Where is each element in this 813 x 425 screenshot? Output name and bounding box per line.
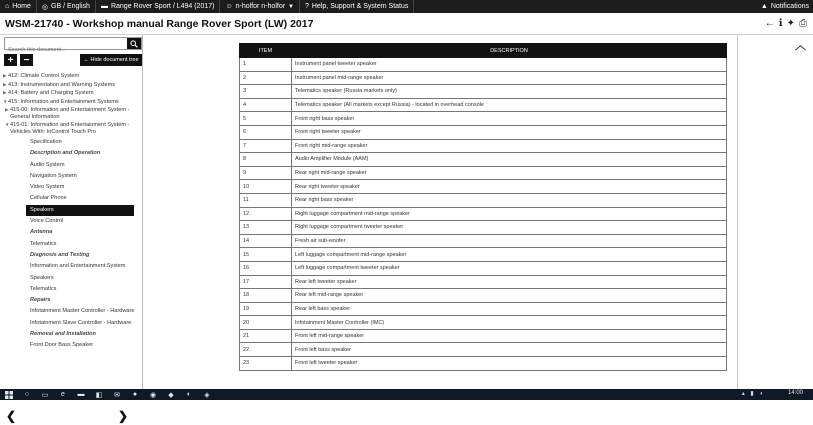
- chevron-down-icon: ▼: [3, 98, 8, 104]
- item-number: 14: [240, 234, 292, 248]
- tree-node-412[interactable]: [0, 73, 143, 80]
- tree-leaf-audio-system[interactable]: Audio System: [30, 161, 65, 168]
- item-number: 11: [240, 193, 292, 207]
- item-description: Front left bass speaker: [292, 343, 727, 357]
- tree-node-415-01[interactable]: [0, 122, 143, 135]
- tree-leaf-navigation-system[interactable]: Navigation System: [30, 172, 77, 179]
- collapse-all-button[interactable]: −: [20, 54, 33, 66]
- search-button[interactable]: [127, 38, 141, 49]
- table-row: [240, 357, 727, 371]
- item-description: Front left mid-range speaker: [292, 329, 727, 343]
- item-number: 4: [240, 98, 292, 112]
- table-row: [240, 71, 727, 85]
- tree-leaf-specification[interactable]: Specification: [30, 139, 62, 145]
- search-box: [4, 37, 142, 50]
- table-row: [240, 153, 727, 167]
- info-icon[interactable]: ℹ: [778, 18, 783, 29]
- bell-icon: ▲: [760, 3, 768, 10]
- back-arrow-icon[interactable]: ←: [764, 18, 775, 29]
- item-description: Fresh air sub-woofer: [292, 234, 727, 248]
- chevron-down-icon: ▼: [288, 3, 294, 10]
- table-row: [240, 316, 727, 330]
- item-number: 3: [240, 85, 292, 99]
- nav-home[interactable]: [0, 0, 37, 13]
- print-icon[interactable]: ⎙: [799, 18, 807, 29]
- bookmark-icon[interactable]: ✦: [786, 18, 795, 29]
- tree-node-label: 414: Battery and Charging System: [8, 90, 94, 96]
- item-description: Telematics speaker (Russia markets only): [292, 85, 727, 99]
- tree-section-description-operation[interactable]: Description and Operation: [30, 150, 101, 157]
- item-number: 16: [240, 261, 292, 275]
- system-tray-icons[interactable]: ▴ ▮ ◖: [741, 391, 765, 397]
- item-number: 18: [240, 289, 292, 303]
- nav-help[interactable]: [300, 0, 414, 13]
- item-description: Right luggage compartment mid-range speaker: [292, 207, 727, 221]
- column-header-description: DESCRIPTION: [292, 44, 727, 58]
- table-row: [240, 58, 727, 72]
- top-nav-bar: [0, 0, 813, 13]
- firefox-icon[interactable]: ●: [132, 391, 138, 398]
- chrome-icon[interactable]: ◉: [149, 391, 157, 399]
- tree-leaf-voice-control[interactable]: Voice Control: [30, 218, 64, 225]
- item-description: Rear left bass speaker: [292, 302, 727, 316]
- table-row: [240, 343, 727, 357]
- chevron-left-icon[interactable]: ❮: [6, 409, 17, 423]
- table-row: [240, 302, 727, 316]
- notifications-label: Notifications: [770, 3, 809, 10]
- expand-all-button[interactable]: +: [4, 54, 17, 66]
- tree-node-413[interactable]: [0, 82, 143, 89]
- table-row: [240, 112, 727, 126]
- table-row: [240, 221, 727, 235]
- item-description: Rear left mid-range speaker: [292, 289, 727, 303]
- content-divider: [737, 35, 738, 389]
- nav-user[interactable]: [220, 0, 300, 13]
- item-description: Instrument panel tweeter speaker: [292, 58, 727, 72]
- column-header-item: ITEM: [240, 44, 292, 58]
- item-number: 7: [240, 139, 292, 153]
- document-content: [144, 35, 813, 389]
- search-icon: [130, 40, 138, 48]
- app-icon[interactable]: ◐: [186, 391, 192, 398]
- file-explorer-icon[interactable]: ▬: [77, 391, 85, 398]
- tree-leaf-cellular-phone[interactable]: Cellular Phone: [30, 195, 67, 202]
- table-row: [240, 207, 727, 221]
- table-row: [240, 329, 727, 343]
- tree-node-415-00[interactable]: [0, 107, 143, 120]
- help-icon: ?: [305, 3, 309, 10]
- item-number: 8: [240, 153, 292, 167]
- nav-vehicle-label: Range Rover Sport / L494 (2017): [110, 3, 215, 10]
- item-number: 10: [240, 180, 292, 194]
- search-icon[interactable]: ○: [24, 391, 30, 398]
- tree-node-label: 415-01: Information and Entertainment System - Vehicles With: InControl Touch Pro: [10, 122, 130, 135]
- item-description: Rear left tweeter speaker: [292, 275, 727, 289]
- nav-language[interactable]: [37, 0, 96, 13]
- hide-document-tree-button[interactable]: ← Hide document tree: [80, 54, 142, 66]
- item-description: Rear right mid-range speaker: [292, 166, 727, 180]
- item-description: Rear right tweeter speaker: [292, 180, 727, 194]
- item-number: 20: [240, 316, 292, 330]
- nav-language-label: GB / English: [51, 3, 90, 10]
- item-description: Audio Amplifier Module (AAM): [292, 153, 727, 167]
- tree-node-415[interactable]: [0, 99, 143, 106]
- nav-vehicle[interactable]: [96, 0, 221, 13]
- item-description: Left luggage compartment tweeter speaker: [292, 261, 727, 275]
- chevron-right-icon: ▶: [3, 81, 7, 87]
- item-number: 19: [240, 302, 292, 316]
- app-icon[interactable]: ◆: [168, 391, 174, 399]
- item-number: 13: [240, 221, 292, 235]
- notifications-button[interactable]: [761, 0, 809, 13]
- item-description: Front right tweeter speaker: [292, 125, 727, 139]
- table-row: [240, 125, 727, 139]
- item-description: Front right mid-range speaker: [292, 139, 727, 153]
- item-number: 22: [240, 343, 292, 357]
- table-header-row: [240, 44, 727, 58]
- mail-icon[interactable]: ✉: [114, 391, 120, 399]
- sidebar-pager: [0, 409, 143, 425]
- tree-leaf-video-system[interactable]: Video System: [30, 184, 65, 191]
- chevron-right-icon: ▶: [3, 73, 7, 78]
- document-tree-sidebar: [0, 35, 143, 423]
- item-description: Left luggage compartment mid-range speaker: [292, 248, 727, 262]
- tree-controls: [4, 54, 142, 68]
- table-row: [240, 180, 727, 194]
- chevron-down-icon: ▼: [5, 122, 10, 127]
- item-number: 2: [240, 71, 292, 85]
- tree-node-label: 415: Information and Entertainment Systems: [8, 98, 119, 105]
- item-number: 15: [240, 248, 292, 262]
- car-icon: ▬: [100, 3, 108, 10]
- table-row: [240, 248, 727, 262]
- item-number: 1: [240, 58, 292, 72]
- item-description: Infotainment Master Controller (IMC): [292, 316, 727, 330]
- nav-home-label: Home: [12, 3, 31, 10]
- table-row: [240, 261, 727, 275]
- task-view-icon[interactable]: ▭: [41, 391, 49, 399]
- tree-leaf-front-door-bass-speaker[interactable]: Front Door Bass Speaker: [30, 342, 94, 349]
- tree-node-label: 413: Instrumentation and Warning Systems: [8, 81, 116, 88]
- chevron-right-icon: ▶: [3, 90, 7, 95]
- item-number: 17: [240, 275, 292, 289]
- tree-leaf-isc-hardware[interactable]: Infotainment Slave Controller - Hardware: [30, 319, 132, 326]
- chevron-right-icon[interactable]: ❯: [118, 409, 129, 423]
- page-title: WSM-21740 - Workshop manual Range Rover Sport (LW) 2017: [5, 17, 314, 30]
- document-title-bar: [0, 13, 813, 35]
- nav-user-label: n-holfor n-holfor: [235, 3, 286, 10]
- chevron-right-icon: ▶: [5, 107, 9, 112]
- tree-leaf-imc-hardware[interactable]: Infotainment Master Controller - Hardware: [30, 308, 135, 315]
- document-toolbar: [765, 18, 807, 29]
- table-row: [240, 85, 727, 99]
- windows-taskbar: [0, 389, 813, 400]
- table-row: [240, 166, 727, 180]
- item-description: Front right bass speaker: [292, 112, 727, 126]
- item-description: Instrument panel mid-range speaker: [292, 71, 727, 85]
- globe-icon: ◎: [41, 3, 49, 11]
- edge-browser-icon[interactable]: e: [61, 391, 65, 398]
- windows-logo-icon: [5, 391, 13, 399]
- table-row: [240, 275, 727, 289]
- item-number: 6: [240, 125, 292, 139]
- item-description: Right luggage compartment tweeter speaker: [292, 221, 727, 235]
- tree-section-diagnosis-testing[interactable]: Diagnosis and Testing: [30, 251, 90, 258]
- taskbar-clock[interactable]: 14:00: [787, 390, 803, 396]
- store-icon[interactable]: ◧: [95, 391, 103, 399]
- scroll-to-top-icon[interactable]: ︿: [795, 40, 806, 52]
- table-row: [240, 289, 727, 303]
- item-number: 21: [240, 329, 292, 343]
- tree-leaf-speakers[interactable]: Speakers: [30, 274, 54, 281]
- tree-section-antenna[interactable]: Antenna: [30, 229, 53, 236]
- tree-leaf-info-entertainment-system[interactable]: Information and Entertainment System: [30, 263, 126, 270]
- item-number: 9: [240, 166, 292, 180]
- nav-help-label: Help, Support & System Status: [311, 3, 409, 10]
- tree-node-label: 415-00: Information and Entertainment System - General Information: [10, 107, 130, 120]
- tree-node-414[interactable]: [0, 90, 143, 97]
- tree-leaf-telematics[interactable]: Telematics: [30, 240, 57, 247]
- table-row: [240, 234, 727, 248]
- item-description: Front left tweeter speaker: [292, 357, 727, 371]
- item-description: Telematics speaker (All markets except Russia) - located in overhead console: [292, 98, 727, 112]
- item-description: Rear right bass speaker: [292, 193, 727, 207]
- speaker-table: [239, 43, 727, 371]
- table-row: [240, 193, 727, 207]
- tree-section-removal-installation[interactable]: Removal and Installation: [30, 331, 96, 338]
- tree-section-repairs[interactable]: Repairs: [30, 297, 51, 304]
- tree-node-label: 412: Climate Control System: [8, 73, 80, 79]
- tree-leaf-speakers-selected[interactable]: Speakers: [26, 205, 134, 216]
- windows-start-icon[interactable]: [0, 389, 18, 400]
- user-icon: ☺: [225, 3, 233, 10]
- home-icon: ⌂: [5, 3, 10, 10]
- tree-leaf-telematics-2[interactable]: Telematics: [30, 285, 57, 292]
- table-row: [240, 139, 727, 153]
- item-number: 23: [240, 357, 292, 371]
- item-number: 5: [240, 112, 292, 126]
- app-icon[interactable]: ◈: [204, 391, 210, 399]
- table-row: [240, 98, 727, 112]
- item-number: 12: [240, 207, 292, 221]
- document-tree: [0, 73, 143, 352]
